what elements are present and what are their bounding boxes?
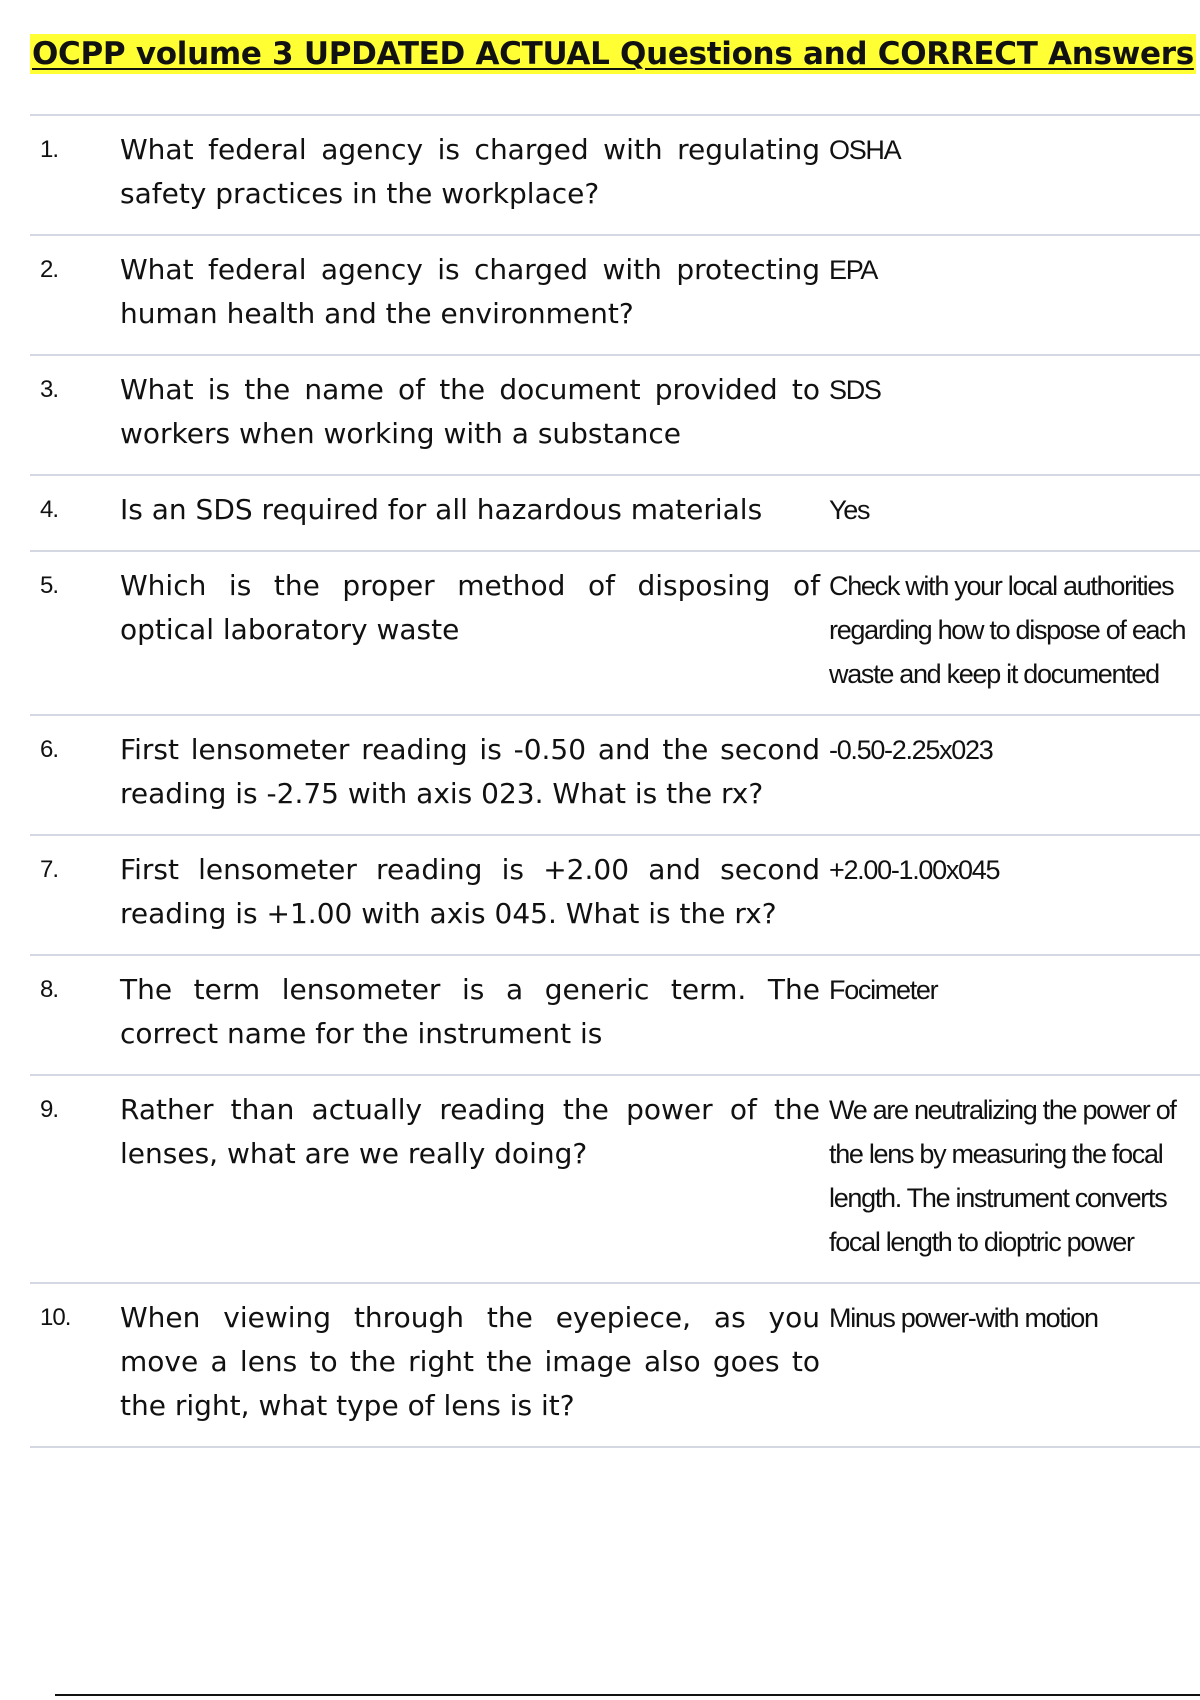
question-text: When viewing through the eyepiece, as you move a lens to the right the image also goes to the right, what type of lens is it? <box>119 1283 828 1447</box>
qa-row <box>30 1283 1200 1447</box>
question-text: What federal agency is charged with protecting human health and the environment? <box>119 235 828 355</box>
question-text: Which is the proper method of disposing of optical laboratory waste <box>119 551 828 715</box>
page-bottom-rule <box>55 1694 1200 1696</box>
question-number: 3. <box>30 355 119 475</box>
qa-table <box>30 114 1200 1448</box>
qa-row <box>30 235 1200 355</box>
question-number: 9. <box>30 1075 119 1283</box>
question-number: 8. <box>30 955 119 1075</box>
qa-row <box>30 475 1200 551</box>
question-number: 5. <box>30 551 119 715</box>
answer-text: SDS <box>828 355 1200 475</box>
answer-text: Yes <box>828 475 1200 551</box>
qa-row <box>30 551 1200 715</box>
qa-row <box>30 715 1200 835</box>
question-text: Is an SDS required for all hazardous materials <box>119 475 828 551</box>
question-text: Rather than actually reading the power of the lenses, what are we really doing? <box>119 1075 828 1283</box>
answer-text: We are neutralizing the power of the lens by measuring the focal length. The instrument converts focal length to dioptric power <box>828 1075 1200 1283</box>
answer-text: +2.00-1.00x045 <box>828 835 1200 955</box>
answer-text: EPA <box>828 235 1200 355</box>
answer-text: Minus power-with motion <box>828 1283 1200 1447</box>
question-text: What is the name of the document provided to workers when working with a substance <box>119 355 828 475</box>
question-number: 7. <box>30 835 119 955</box>
question-text: The term lensometer is a generic term. The correct name for the instrument is <box>119 955 828 1075</box>
answer-text: Focimeter <box>828 955 1200 1075</box>
question-text: First lensometer reading is -0.50 and the second reading is -2.75 with axis 023. What is the rx? <box>119 715 828 835</box>
answer-text: OSHA <box>828 115 1200 235</box>
qa-row <box>30 1075 1200 1283</box>
document-title: OCPP volume 3 UPDATED ACTUAL Questions and CORRECT Answers <box>32 36 1194 72</box>
qa-row <box>30 955 1200 1075</box>
question-text: First lensometer reading is +2.00 and second reading is +1.00 with axis 045. What is the rx? <box>119 835 828 955</box>
qa-row <box>30 115 1200 235</box>
answer-text: -0.50-2.25x023 <box>828 715 1200 835</box>
question-text: What federal agency is charged with regulating safety practices in the workplace? <box>119 115 828 235</box>
qa-row <box>30 835 1200 955</box>
question-number: 1. <box>30 115 119 235</box>
qa-row <box>30 355 1200 475</box>
question-number: 4. <box>30 475 119 551</box>
answer-text: Check with your local authorities regarding how to dispose of each waste and keep it documented <box>828 551 1200 715</box>
question-number: 10. <box>30 1283 119 1447</box>
question-number: 2. <box>30 235 119 355</box>
question-number: 6. <box>30 715 119 835</box>
